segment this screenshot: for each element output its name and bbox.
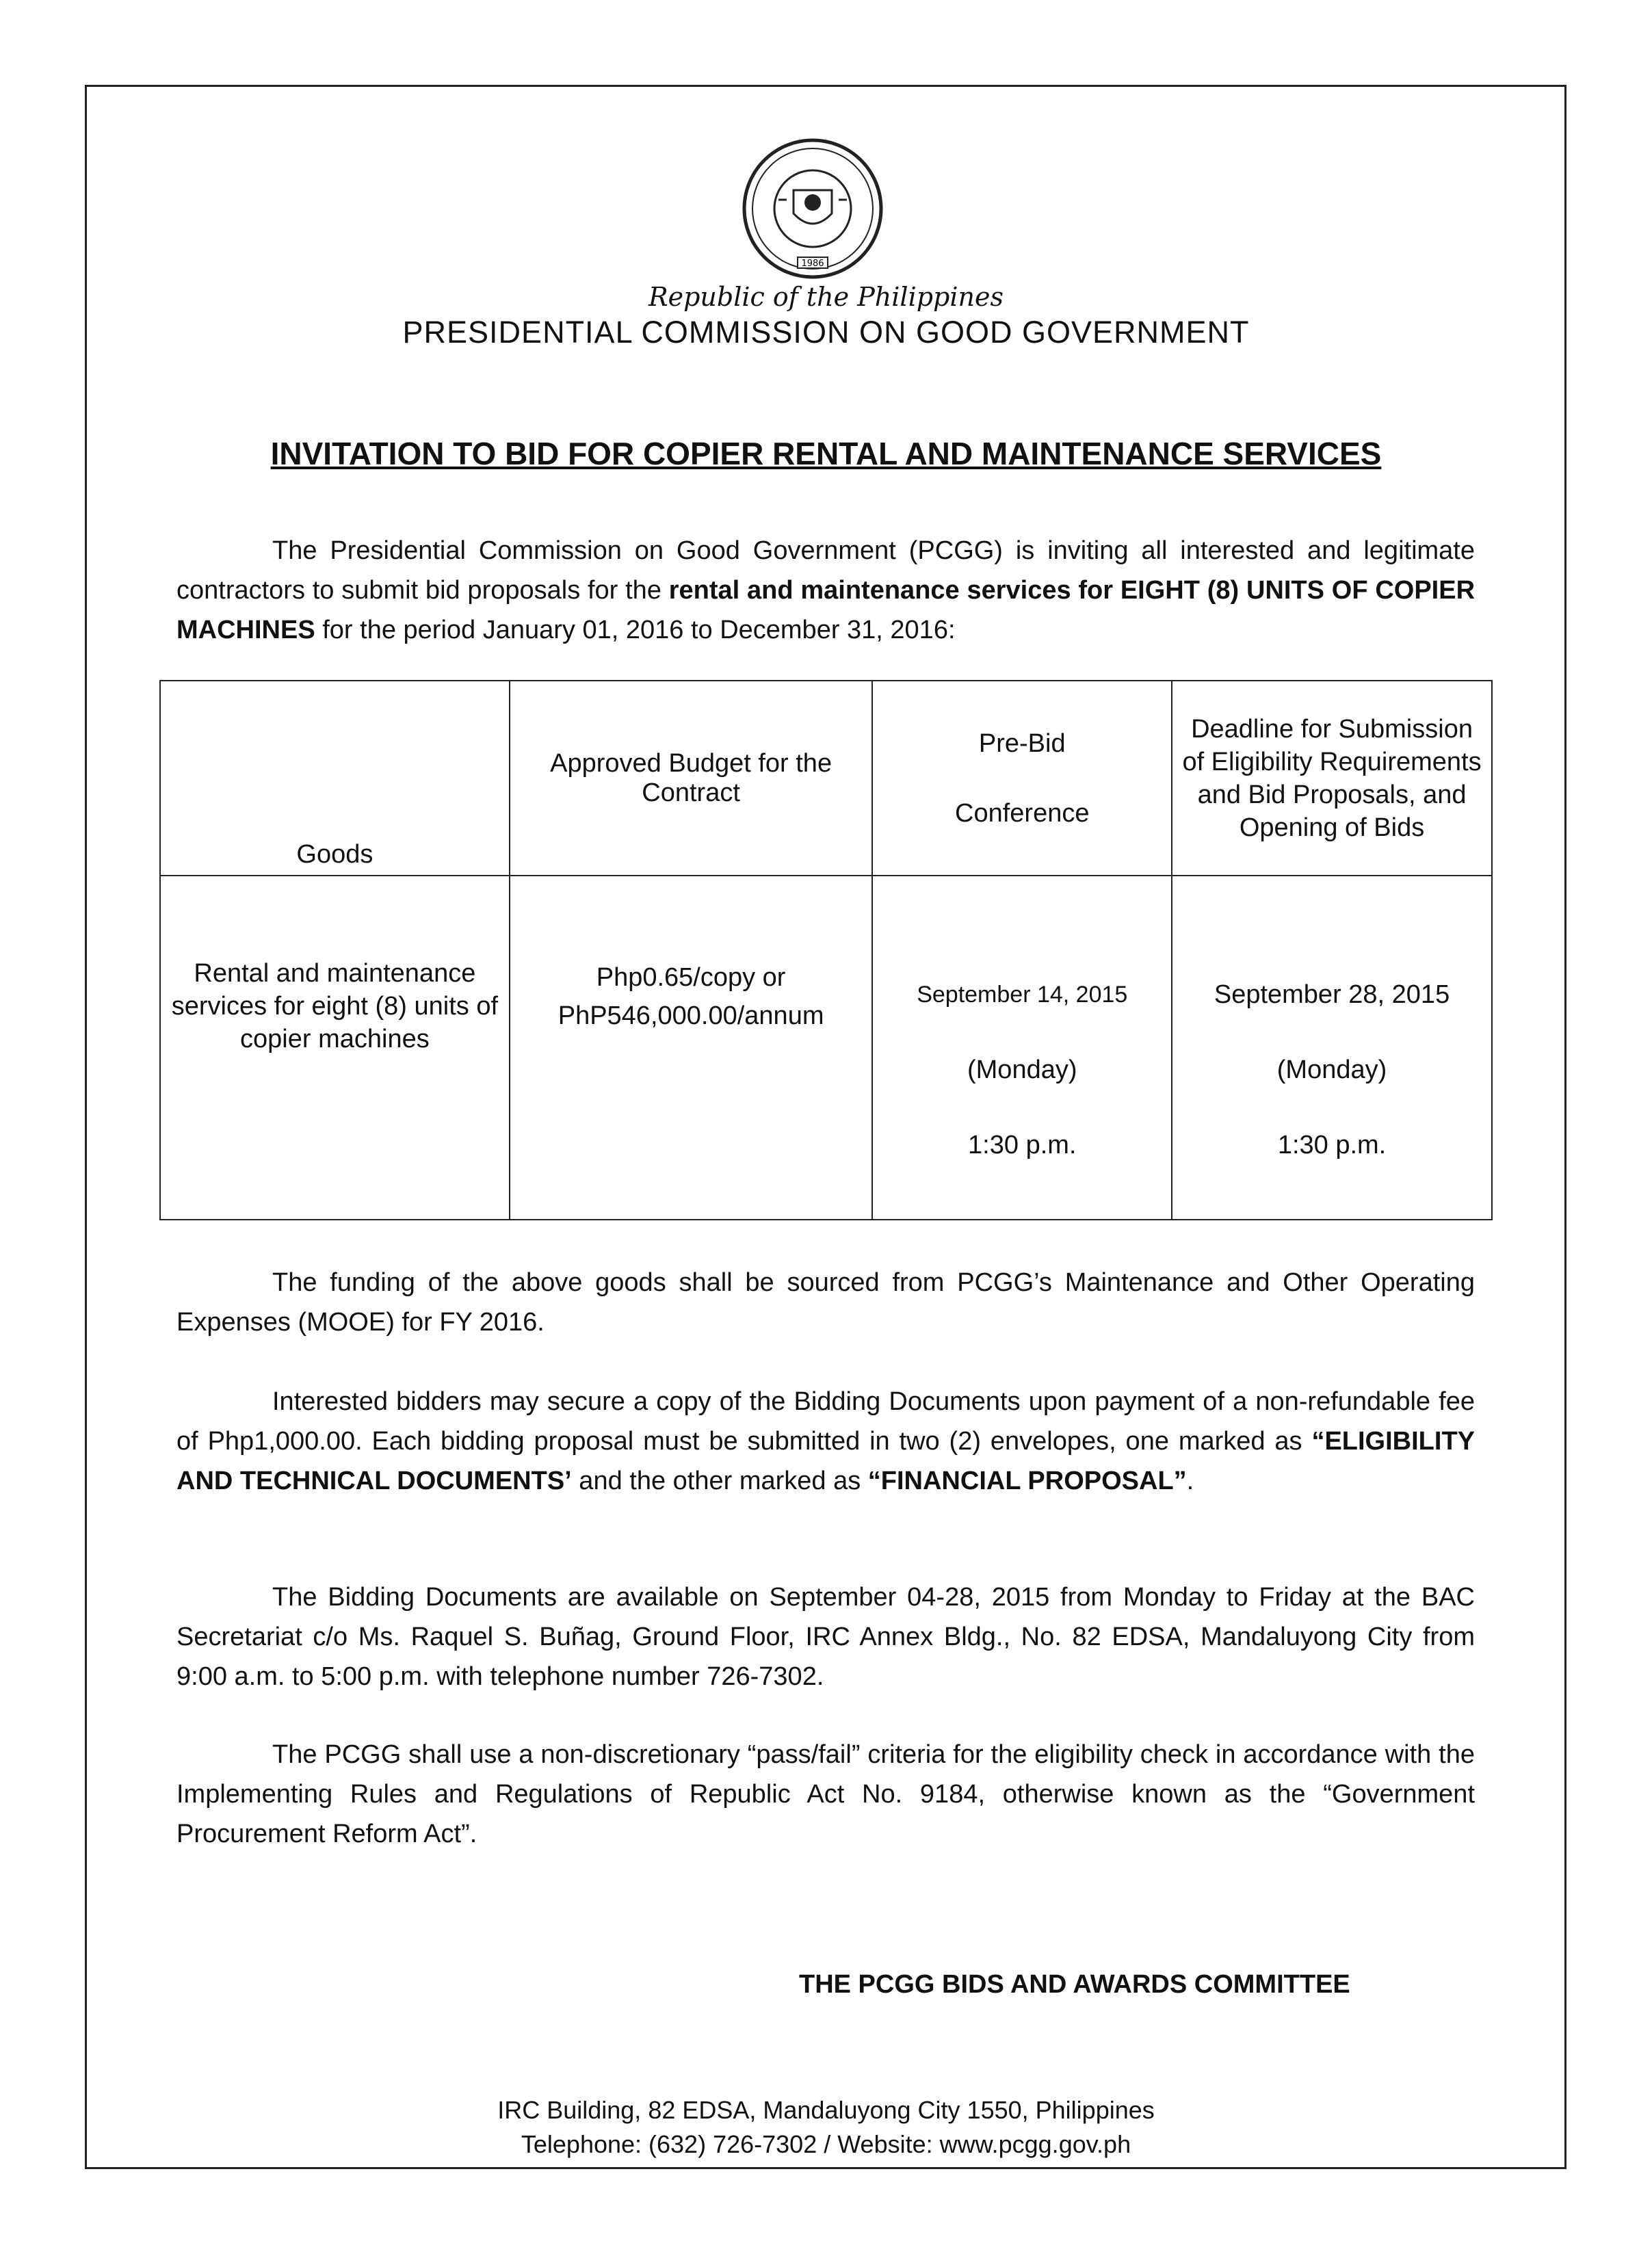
republic-heading: Republic of the Philippines [648, 282, 1004, 312]
table-header-row [160, 681, 1492, 876]
document-title: INVITATION TO BID FOR COPIER RENTAL AND MAINTENANCE SERVICES [270, 436, 1382, 471]
signature-block: THE PCGG BIDS AND AWARDS COMMITTEE [799, 1970, 1350, 1999]
footer-contact: Telephone: (632) 726-7302 / Website: www.pcgg.gov.ph [521, 2130, 1131, 2158]
criteria-paragraph: The PCGG shall use a non-discretionary “pass/fail” criteria for the eligibility check in accordance with the Implementing Rules and Regulations of Republic Act No. 9184, otherwise known as the “Government Procurement Reform Act”. [176, 1740, 1475, 1848]
header-abc: Approved Budget for the Contract [510, 681, 873, 876]
cell-deadline: September 28, 2015 (Monday) 1:30 p.m. [1172, 876, 1492, 1220]
cell-goods: Rental and maintenance services for eight (8) units of copier machines [160, 876, 510, 1220]
header-prebid: Pre-Bid Conference [872, 681, 1172, 876]
table-row [160, 876, 1492, 1220]
header-deadline: Deadline for Submission of Eligibility Requirements and Bid Proposals, and Opening of Bids [1172, 681, 1492, 876]
footer [0, 2093, 1652, 2162]
agency-name: PRESIDENTIAL COMMISSION ON GOOD GOVERNMENT [402, 315, 1250, 350]
seal-year: 1986 [801, 259, 824, 269]
cell-prebid: September 14, 2015 (Monday) 1:30 p.m. [872, 876, 1172, 1220]
availability-paragraph: The Bidding Documents are available on September 04-28, 2015 from Monday to Friday at the BAC Secretariat c/o Ms. Raquel S. Buñag, Ground Floor, IRC Annex Bldg., No. 82 EDSA, Mandaluyong City from 9:00 a.m. to 5:00 p.m. with telephone number 726-7302. [176, 1583, 1475, 1691]
header-goods: Goods [160, 681, 510, 876]
bidders-paragraph: Interested bidders may secure a copy of the Bidding Documents upon payment of a non-refundable fee of Php1,000.00. Each bidding proposal must be submitted in two (2) envelopes, one marked as “ELIGIBILITY AND TECHNICAL DOCUMENTS’ and the other marked as “FINANCIAL PROPOSAL”. [176, 1387, 1475, 1495]
cell-abc: Php0.65/copy or PhP546,000.00/annum [510, 876, 873, 1220]
pcgg-seal-logo [731, 137, 895, 280]
bid-schedule-table [159, 680, 1493, 1220]
footer-address: IRC Building, 82 EDSA, Mandaluyong City 1550, Philippines [497, 2096, 1155, 2124]
funding-paragraph: The funding of the above goods shall be sourced from PCGG’s Maintenance and Other Operating Expenses (MOOE) for FY 2016. [176, 1268, 1475, 1337]
intro-paragraph: The Presidential Commission on Good Government (PCGG) is inviting all interested and legitimate contractors to submit bid proposals for the rental and maintenance services for EIGHT (8) UNITS OF COPIER MACHINES for the period January 01, 2016 to December 31, 2016: [176, 536, 1476, 644]
